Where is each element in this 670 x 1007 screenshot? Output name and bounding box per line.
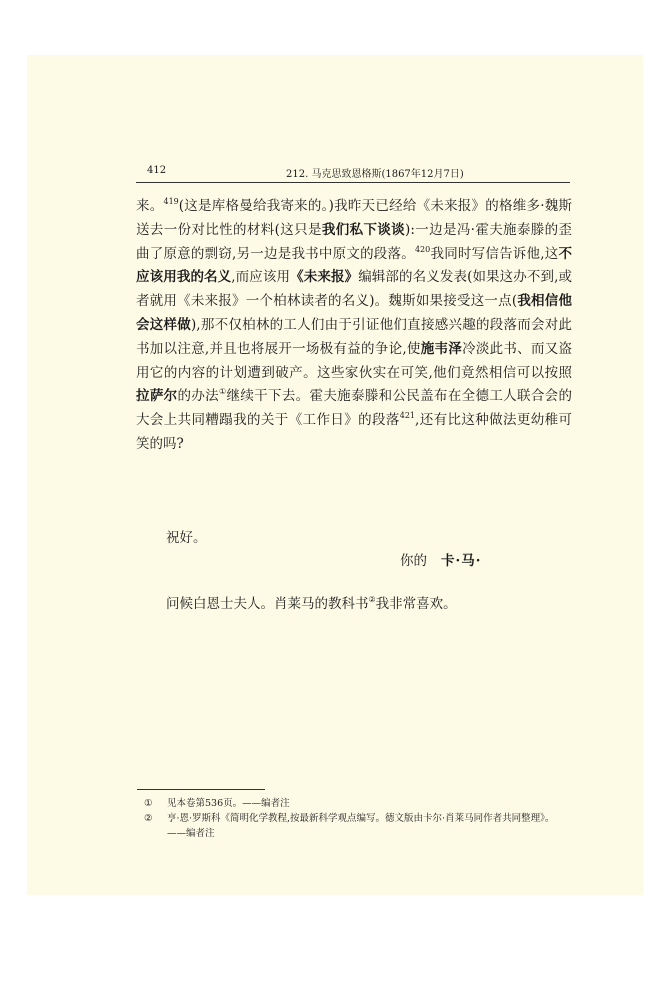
body-text-segment: 来。: [136, 198, 164, 214]
body-text-segment: 继续干下去。霍夫施泰滕和公民盖布在全德工人联合会的大会上共同糟蹋我的关于《工作日》的段落: [136, 388, 573, 429]
footnote-ref[interactable]: ②: [368, 595, 376, 604]
running-title: 212. 马克思致恩格斯(1867年12月7日): [286, 169, 464, 180]
postscript-text: 问候白恩士夫人。肖莱马的教科书: [166, 596, 369, 612]
footnote-ref[interactable]: ①: [219, 387, 227, 397]
body-text-segment: ),那不仅柏林的工人们由于引证他们直接感兴趣的段落而会对此书加以注意,并且也将展开一场极有益的争论,使: [136, 316, 573, 357]
greeting: 祝好。: [166, 530, 207, 546]
emphasis-text: 我们私下谈谈: [321, 221, 406, 238]
footnote-text: 亨·恩·罗斯科《简明化学教程,按最新科学观点编写。德文版由卡尔·肖莱马同作者共同整理》。——编者注: [167, 813, 555, 839]
emphasis-text: 我相信他会这样做: [136, 293, 572, 333]
postscript-text: 我非常喜欢。: [375, 596, 457, 612]
letter-body: [136, 195, 572, 457]
closing: [400, 549, 481, 569]
reference-mark: 419: [163, 197, 179, 206]
emphasis-text: 施韦泽: [420, 340, 463, 357]
book-page: [27, 55, 643, 895]
body-paragraph: [136, 195, 572, 457]
body-text-segment: ,而应该用: [231, 269, 291, 286]
footnotes: [137, 796, 573, 841]
reference-mark: 421: [399, 411, 416, 421]
footnote-text: 见本卷第536页。——编者注: [167, 798, 290, 809]
footnote: [137, 811, 573, 841]
footnote-mark: ②: [144, 813, 153, 824]
footnote-mark: ①: [144, 798, 153, 809]
footnote: [137, 796, 573, 811]
page-number: 412: [147, 165, 167, 176]
closing-prefix: 你的: [400, 553, 427, 569]
signature: 卡·马·: [441, 553, 482, 569]
body-text-segment: 冷淡此书、而又盗用它的内容的计划遭到破产。这些家伙实在可笑,他们竟然相信可以按照: [136, 340, 573, 381]
page-header: [136, 162, 570, 183]
body-text-segment: 的办法: [177, 388, 219, 405]
body-text-segment: ,还有比这种做法更幼稚可笑的吗?: [136, 412, 572, 452]
body-text-segment: 我同时写信告诉他,这: [430, 245, 559, 262]
reference-mark: 420: [414, 244, 431, 254]
emphasis-text: 不应该用我的名义: [136, 245, 572, 286]
emphasis-text: 《未来报》: [290, 269, 359, 286]
body-text-segment: (这是库格曼给我寄来的。)我昨天已经给《未来报》的格维多·魏斯送去一份对比性的材料(这只是: [136, 198, 573, 238]
postscript: [166, 592, 457, 612]
body-text-segment: ):一边是冯·霍夫施泰滕的歪曲了原意的剽窃,另一边是我书中原文的段落。: [136, 221, 573, 262]
footnote-divider: [137, 789, 265, 790]
body-text-segment: 编辑部的名义发表(如果这办不到,或者就用《未来报》一个柏林读者的名义)。魏斯如果接受这一点(: [136, 269, 573, 310]
emphasis-text: 拉萨尔: [136, 388, 178, 405]
